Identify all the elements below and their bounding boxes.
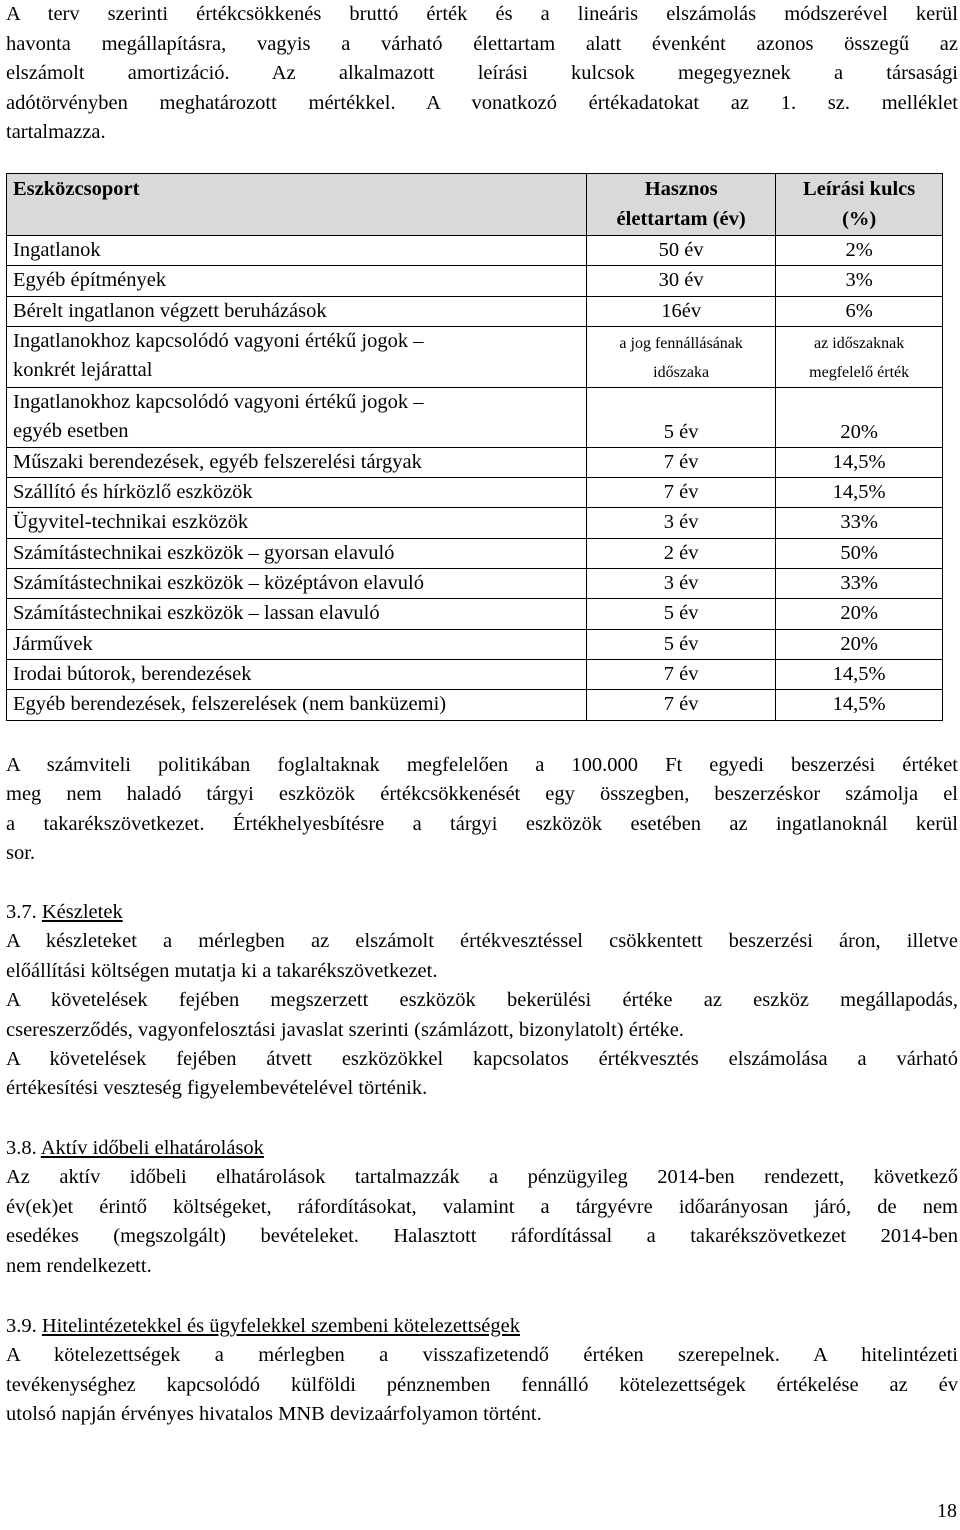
cell-asset-group: Bérelt ingatlanon végzett beruházások xyxy=(7,296,587,326)
table-row xyxy=(7,599,943,629)
header-asset-group: Eszközcsoport xyxy=(7,174,587,236)
cell-rate: 33% xyxy=(776,508,943,538)
cell-asset-group: Ügyvitel-technikai eszközök xyxy=(7,508,587,538)
cell-asset-group: Számítástechnikai eszközök – középtávon elavuló xyxy=(7,569,587,599)
table-header-row xyxy=(7,174,943,236)
cell-asset-group: Műszaki berendezések, egyéb felszerelési tárgyak xyxy=(7,447,587,477)
section-heading: 3.7. Készletek xyxy=(6,901,123,923)
cell-rate: 20% xyxy=(776,629,943,659)
table-row xyxy=(7,659,943,689)
section-heading: 3.8. Aktív időbeli elhatárolások xyxy=(6,1137,264,1159)
table-row xyxy=(7,569,943,599)
section-accruals xyxy=(6,1134,958,1281)
cell-useful-life: 7 év xyxy=(587,690,776,720)
intro-line: adótörvényben meghatározott mértékkel. A vonatkozó értékadatokat az 1. sz. melléklet xyxy=(6,91,958,114)
header-useful-life: Hasznos élettartam (év) xyxy=(587,174,776,236)
cell-rate: 20% xyxy=(776,599,943,629)
text-line: a takarékszövetkezet. Értékhelyesbítésre a tárgyi eszközök esetében az ingatlanoknál kerül xyxy=(6,812,958,835)
text-line: A számviteli politikában foglaltaknak megfelelően a 100.000 Ft egyedi beszerzési értéket xyxy=(6,754,958,776)
intro-line: A terv szerinti értékcsökkenés bruttó érték és a lineáris elszámolás módszerével kerül xyxy=(6,3,958,25)
cell-useful-life: 7 év xyxy=(587,659,776,689)
cell-rate: 20% xyxy=(776,387,943,447)
section-inventory xyxy=(6,898,958,1104)
text-line: tevékenységhez kapcsolódó külföldi pénznemben fennálló kötelezettségek értékelése az év xyxy=(6,1373,958,1396)
intro-paragraph xyxy=(6,0,958,148)
cell-useful-life: 16év xyxy=(587,296,776,326)
text-line: A kötelezettségek a mérlegben a visszafizetendő értéken szerepelnek. A hitelintézeti xyxy=(6,1344,958,1367)
cell-asset-group: Irodai bútorok, berendezések xyxy=(7,659,587,689)
cell-useful-life: 50 év xyxy=(587,236,776,266)
header-depreciation-rate: Leírási kulcs (%) xyxy=(776,174,943,236)
table-row xyxy=(7,296,943,326)
cell-rate: 3% xyxy=(776,266,943,296)
cell-rate: 50% xyxy=(776,538,943,568)
cell-asset-group: Ingatlanokhoz kapcsolódó vagyoni értékű jogok – konkrét lejárattal xyxy=(7,326,587,387)
section-heading: 3.9. Hitelintézetekkel és ügyfelekkel szembeni kötelezettségek xyxy=(6,1315,521,1337)
cell-asset-group: Számítástechnikai eszközök – lassan elavuló xyxy=(7,599,587,629)
cell-useful-life: 7 év xyxy=(587,478,776,508)
cell-rate: 14,5% xyxy=(776,447,943,477)
cell-useful-life: 3 év xyxy=(587,569,776,599)
cell-rate: 14,5% xyxy=(776,478,943,508)
cell-useful-life: 5 év xyxy=(587,387,776,447)
intro-line: tartalmazza. xyxy=(6,121,106,144)
table-row xyxy=(7,447,943,477)
cell-rate: 6% xyxy=(776,296,943,326)
cell-rate: az időszaknak megfelelő érték xyxy=(776,326,943,387)
cell-asset-group: Egyéb építmények xyxy=(7,266,587,296)
cell-asset-group: Járművek xyxy=(7,629,587,659)
cell-useful-life: 7 év xyxy=(587,447,776,477)
table-row xyxy=(7,236,943,266)
text-line: értékesítési veszteség figyelembevételével történik. xyxy=(6,1077,428,1100)
text-line: meg nem haladó tárgyi eszközök értékcsökkenését egy összegben, beszerzéskor számolja el xyxy=(6,783,958,806)
text-line: nem rendelkezett. xyxy=(6,1254,152,1277)
page-number: 18 xyxy=(937,1500,957,1522)
cell-useful-life: a jog fennállásának időszaka xyxy=(587,326,776,387)
cell-useful-life: 5 év xyxy=(587,599,776,629)
cell-asset-group: Szállító és hírközlő eszközök xyxy=(7,478,587,508)
cell-rate: 33% xyxy=(776,569,943,599)
text-line: előállítási költségen mutatja ki a takarékszövetkezet. xyxy=(6,959,438,982)
cell-asset-group: Számítástechnikai eszközök – gyorsan elavuló xyxy=(7,538,587,568)
intro-line: havonta megállapításra, vagyis a várható élettartam alatt évenként azonos összegű az xyxy=(6,32,958,55)
cell-useful-life: 2 év xyxy=(587,538,776,568)
text-line: Az aktív időbeli elhatárolások tartalmazzák a pénzügyileg 2014-ben rendezett, következő xyxy=(6,1166,958,1189)
text-line: A követelések fejében megszerzett eszközök bekerülési értéke az eszköz megállapodás, xyxy=(6,989,958,1012)
table-row xyxy=(7,266,943,296)
text-line: sor. xyxy=(6,842,36,865)
cell-useful-life: 5 év xyxy=(587,629,776,659)
cell-rate: 2% xyxy=(776,236,943,266)
text-line: csereszerződés, vagyonfelosztási javaslat szerinti (számlázott, bizonylatolt) értéke. xyxy=(6,1018,684,1041)
cell-asset-group: Ingatlanokhoz kapcsolódó vagyoni értékű jogok – egyéb esetben xyxy=(7,387,587,447)
text-line: utolsó napján érvényes hivatalos MNB devizaárfolyamon történt. xyxy=(6,1403,542,1426)
table-row xyxy=(7,478,943,508)
table-row xyxy=(7,690,943,720)
text-line: A követelések fejében átvett eszközökkel kapcsolatos értékvesztés elszámolása a várható xyxy=(6,1048,958,1071)
table-row xyxy=(7,629,943,659)
text-line: év(ek)et érintő költségeket, ráfordításokat, valamint a tárgyévre időarányosan járó, de nem xyxy=(6,1195,958,1218)
cell-useful-life: 3 év xyxy=(587,508,776,538)
table-row xyxy=(7,326,943,387)
cell-rate: 14,5% xyxy=(776,659,943,689)
policy-paragraph xyxy=(6,751,958,869)
text-line: esedékes (megszolgált) bevételeket. Halasztott ráfordítással a takarékszövetkezet 2014-ben xyxy=(6,1225,958,1248)
table-row xyxy=(7,387,943,447)
text-line: A készleteket a mérlegben az elszámolt értékvesztéssel csökkentett beszerzési áron, illetve xyxy=(6,930,958,953)
cell-useful-life: 30 év xyxy=(587,266,776,296)
table-row xyxy=(7,508,943,538)
cell-asset-group: Ingatlanok xyxy=(7,236,587,266)
section-liabilities xyxy=(6,1312,958,1430)
cell-rate: 14,5% xyxy=(776,690,943,720)
depreciation-table xyxy=(6,173,943,721)
cell-asset-group: Egyéb berendezések, felszerelések (nem banküzemi) xyxy=(7,690,587,720)
intro-line: elszámolt amortizáció. Az alkalmazott leírási kulcsok megegyeznek a társasági xyxy=(6,62,958,85)
table-row xyxy=(7,538,943,568)
